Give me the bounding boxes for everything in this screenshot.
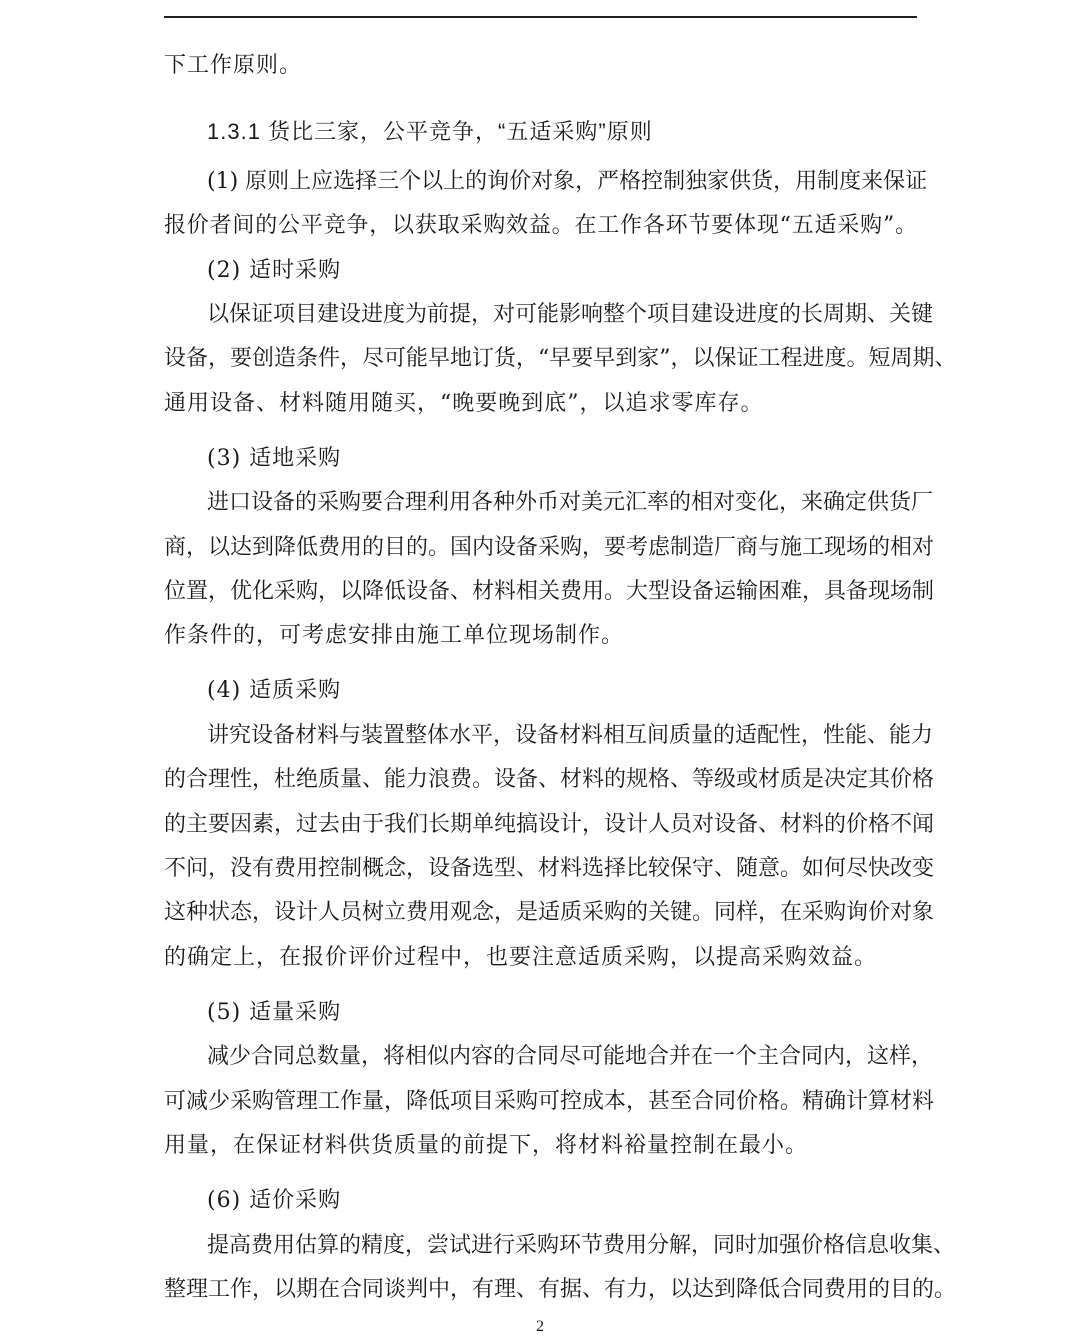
body-text-line: 商，以达到降低费用的目的。国内设备采购，要考虑制造厂商与施工现场的相对 bbox=[164, 535, 935, 560]
body-text-line: 讲究设备材料与装置整体水平，设备材料相互间质量的适配性，性能、能力 bbox=[207, 723, 934, 748]
page-number: 2 bbox=[536, 1318, 544, 1335]
body-text-line: 以保证项目建设进度为前提，对可能影响整个项目建设进度的长周期、关键 bbox=[207, 302, 934, 327]
section-heading-1-3-1: 1.3.1 货比三家，公平竞争，“五适采购”原则 bbox=[207, 119, 653, 144]
body-text-line: 这种状态，设计人员树立费用观念，是适质采购的关键。同样，在采购询价对象 bbox=[164, 900, 935, 925]
body-text-line: 提高费用估算的精度，尝试进行采购环节费用分解，同时加强价格信息收集、 bbox=[207, 1233, 956, 1258]
body-text-line: 的合理性，杜绝质量、能力浪费。设备、材料的规格、等级或材质是决定其价格 bbox=[164, 767, 935, 792]
body-text-line: 减少合同总数量，将相似内容的合同尽可能地合并在一个主合同内，这样， bbox=[207, 1044, 934, 1069]
body-text-line: 报价者间的公平竞争，以获取采购效益。在工作各环节要体现“五适采购”。 bbox=[164, 213, 917, 238]
subheading-quality-procurement: (4) 适质采购 bbox=[207, 678, 342, 703]
body-text-line: 位置，优化采购，以降低设备、材料相关费用。大型设备运输困难，具备现场制 bbox=[164, 579, 935, 604]
subheading-price-procurement: (6) 适价采购 bbox=[207, 1188, 342, 1213]
subheading-location-procurement: (3) 适地采购 bbox=[207, 446, 342, 471]
body-text-line: 不问，没有费用控制概念，设备选型、材料选择比较保守、随意。如何尽快改变 bbox=[164, 856, 935, 881]
body-text-line: 用量，在保证材料供货质量的前提下，将材料裕量控制在最小。 bbox=[164, 1133, 809, 1158]
body-text-line: 可减少采购管理工作量，降低项目采购可控成本，甚至合同价格。精确计算材料 bbox=[164, 1089, 935, 1114]
body-text-line: 整理工作，以期在合同谈判中，有理、有据、有力，以达到降低合同费用的目的。 bbox=[164, 1277, 957, 1302]
body-text-line: 的确定上，在报价评价过程中，也要注意适质采购，以提高采购效益。 bbox=[164, 945, 878, 970]
subheading-quantity-procurement: (5) 适量采购 bbox=[207, 1000, 342, 1025]
body-text-line: 作条件的，可考虑安排由施工单位现场制作。 bbox=[164, 623, 625, 648]
body-text-line: 通用设备、材料随用随买，“晚要晚到底”，以追求零库存。 bbox=[164, 391, 764, 416]
subheading-timely-procurement: (2) 适时采购 bbox=[207, 258, 342, 283]
body-text-line: 的主要因素，过去由于我们长期单纯搞设计，设计人员对设备、材料的价格不闻 bbox=[164, 812, 935, 837]
body-text-line: 设备，要创造条件，尽可能早地订货，“早要早到家”，以保证工程进度。短周期、 bbox=[164, 346, 957, 371]
body-text-line: 下工作原则。 bbox=[164, 53, 303, 78]
header-rule bbox=[164, 16, 917, 18]
body-text-line: (1) 原则上应选择三个以上的询价对象，严格控制独家供货，用制度来保证 bbox=[207, 169, 928, 194]
body-text-line: 进口设备的采购要合理利用各种外币对美元汇率的相对变化，来确定供货厂 bbox=[207, 490, 934, 515]
